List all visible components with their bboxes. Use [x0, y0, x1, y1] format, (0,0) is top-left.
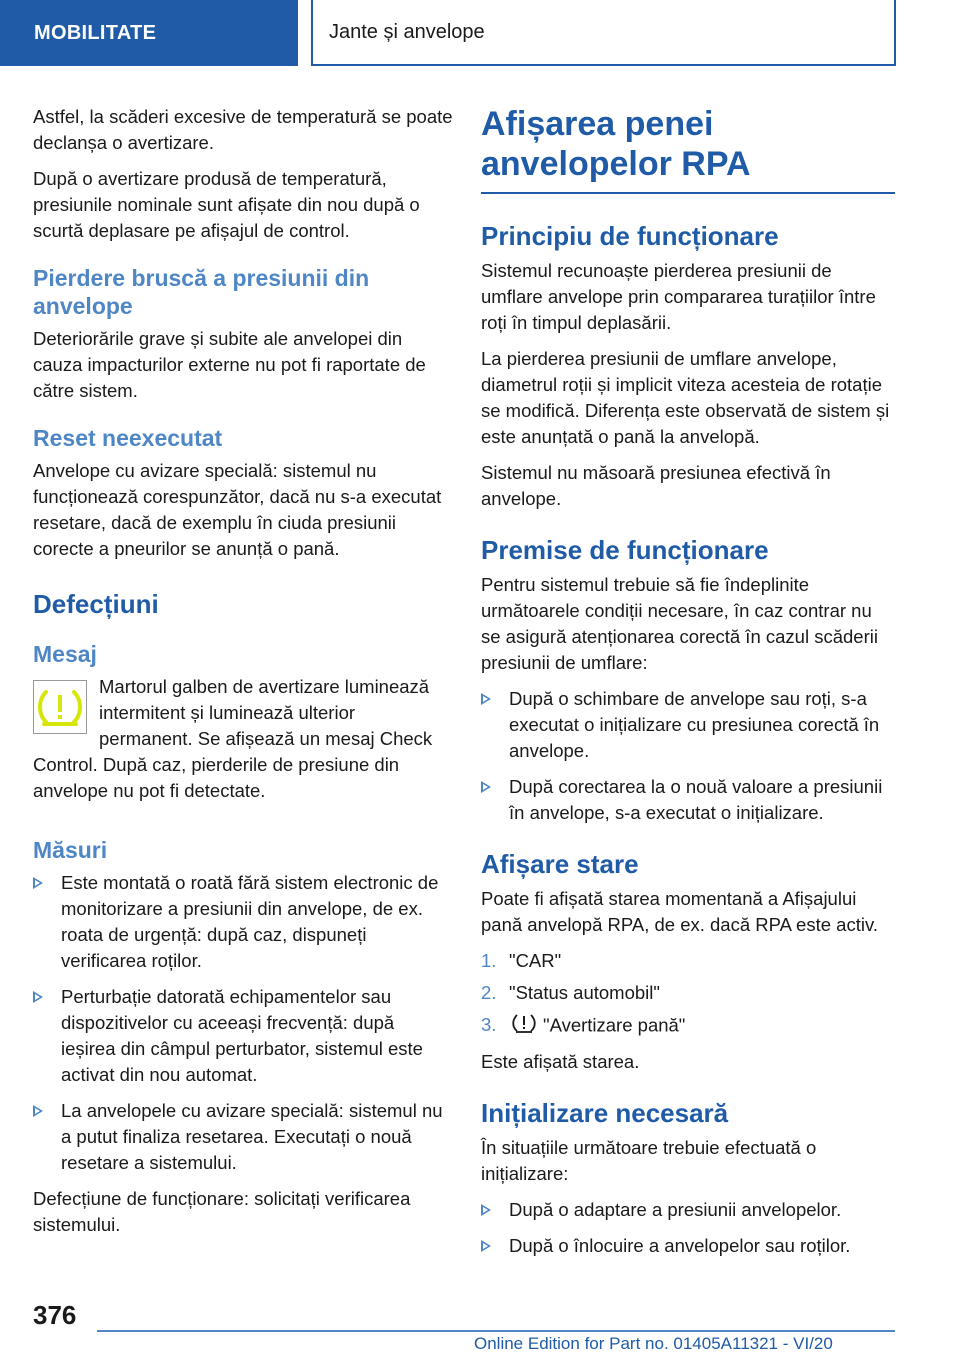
list-item: 1. "CAR"	[481, 950, 562, 971]
heading-principiu: Principiu de funcționare	[481, 221, 779, 251]
tire-warning-icon	[511, 1012, 537, 1041]
section-tab	[0, 0, 298, 66]
paragraph: Deteriorările grave și subite ale anvelopei din cauza impacturilor externe nu pot fi raportate de către sistem.	[33, 328, 426, 401]
page-number: 376	[33, 1300, 77, 1330]
masuri-list	[33, 870, 453, 1176]
list-item: La anvelopele cu avizare specială: sistemul nu a putut finaliza resetarea. Executați o nouă resetare a sistemului.	[33, 1098, 453, 1176]
list-item: Perturbație datorată echipamentelor sau dispozitivelor cu aceeași frecvență: după ieșirea din câmpul perturbator, sistemul este activat din nou automat.	[33, 984, 453, 1088]
list-item: După o schimbare de anvelope sau roți, s-a executat o inițializare cu presiunea corectă în anvelope.	[481, 686, 895, 764]
footer-edition: Online Edition for Part no. 01405A11321 - VI/20	[474, 1334, 833, 1353]
heading-premise: Premise de funcționare	[481, 535, 769, 565]
chapter-tab	[311, 0, 896, 66]
paragraph: Defecțiune de funcționare: solicitați verificarea sistemului.	[33, 1188, 411, 1235]
paragraph: Sistemul nu măsoară presiunea efectivă în anvelope.	[481, 462, 831, 509]
list-item: 3. "Avertizare pană"	[481, 1012, 895, 1041]
list-item: După corectarea la o nouă valoare a presiunii în anvelope, s-a executat o inițializare.	[481, 774, 895, 826]
initializare-list	[481, 1197, 895, 1259]
paragraph: Pentru sistemul trebuie să fie îndeplinite următoarele condiții necesare, în caz contrar nu se asigură atenționarea corectă în cazul scăderii presiunii de umflare:	[481, 574, 878, 673]
triangle-bullet-icon	[33, 877, 43, 889]
heading-pierdere: Pierdere bruscă a presiunii din anvelope	[33, 265, 370, 319]
paragraph: Martorul galben de avertizare luminează intermitent și luminează ulterior permanent. Se afișează un mesaj Check Control. După caz, pierderile de presiune din anvelope nu pot fi detectate.	[33, 676, 433, 801]
paragraph: După o avertizare produsă de temperatură, presiunile nominale sunt afișate din nou după o scurtă deplasare pe afișajul de control.	[33, 168, 420, 241]
list-item: 2. "Status automobil"	[481, 982, 660, 1003]
chapter-title: Jante și anvelope	[329, 20, 485, 43]
paragraph: Poate fi afișată starea momentană a Afișajului pană anvelopă RPA, de ex. dacă RPA este activ.	[481, 888, 878, 935]
warning-message-block	[33, 674, 453, 804]
list-item: După o adaptare a presiunii anvelopelor.	[481, 1197, 895, 1223]
list-item: După o înlocuire a anvelopelor sau roților.	[481, 1233, 895, 1259]
paragraph: Sistemul recunoaște pierderea presiunii de umflare anvelope prin compararea turațiilor între roți în timpul deplasării.	[481, 260, 876, 333]
heading-afisare: Afișare stare	[481, 849, 639, 879]
paragraph: La pierderea presiunii de umflare anvelope, diametrul roții și implicit viteza acesteia de rotație se modifică. Diferența este observată de sistem și este anunțată o pană la anvelopă.	[481, 348, 890, 447]
triangle-bullet-icon	[481, 693, 491, 705]
paragraph: În situațiile următoare trebuie efectuată o inițializare:	[481, 1137, 817, 1184]
triangle-bullet-icon	[481, 781, 491, 793]
steps-list	[481, 948, 895, 1041]
triangle-bullet-icon	[481, 1240, 491, 1252]
premise-list	[481, 686, 895, 826]
section-heading-rpa: Afișarea penei anvelopelor RPA	[481, 104, 895, 194]
tire-pressure-warning-icon	[33, 680, 87, 734]
paragraph: Astfel, la scăderi excesive de temperatură se poate declanșa o avertizare.	[33, 106, 453, 153]
section-title: MOBILITATE	[34, 21, 157, 44]
triangle-bullet-icon	[481, 1204, 491, 1216]
paragraph: Este afișată starea.	[481, 1051, 640, 1072]
paragraph: Anvelope cu avizare specială: sistemul nu funcționează corespunzător, dacă nu s-a executat resetare, dacă de exemplu în ciuda presiunii corecte a pneurilor se anunță o pană.	[33, 460, 442, 559]
heading-masuri: Măsuri	[33, 837, 108, 863]
right-column	[481, 104, 895, 1269]
list-item: Este montată o roată fără sistem electronic de monitorizare a presiunii din anvelope, de ex. roata de urgență: după caz, dispuneți verificarea roților.	[33, 870, 453, 974]
heading-reset: Reset neexecutat	[33, 425, 223, 451]
heading-initializare: Inițializare necesară	[481, 1098, 729, 1128]
heading-defectiuni: Defecțiuni	[33, 589, 159, 619]
heading-mesaj: Mesaj	[33, 641, 97, 667]
triangle-bullet-icon	[33, 1105, 43, 1117]
triangle-bullet-icon	[33, 991, 43, 1003]
footer-divider	[97, 1330, 895, 1332]
left-column	[33, 104, 453, 1248]
